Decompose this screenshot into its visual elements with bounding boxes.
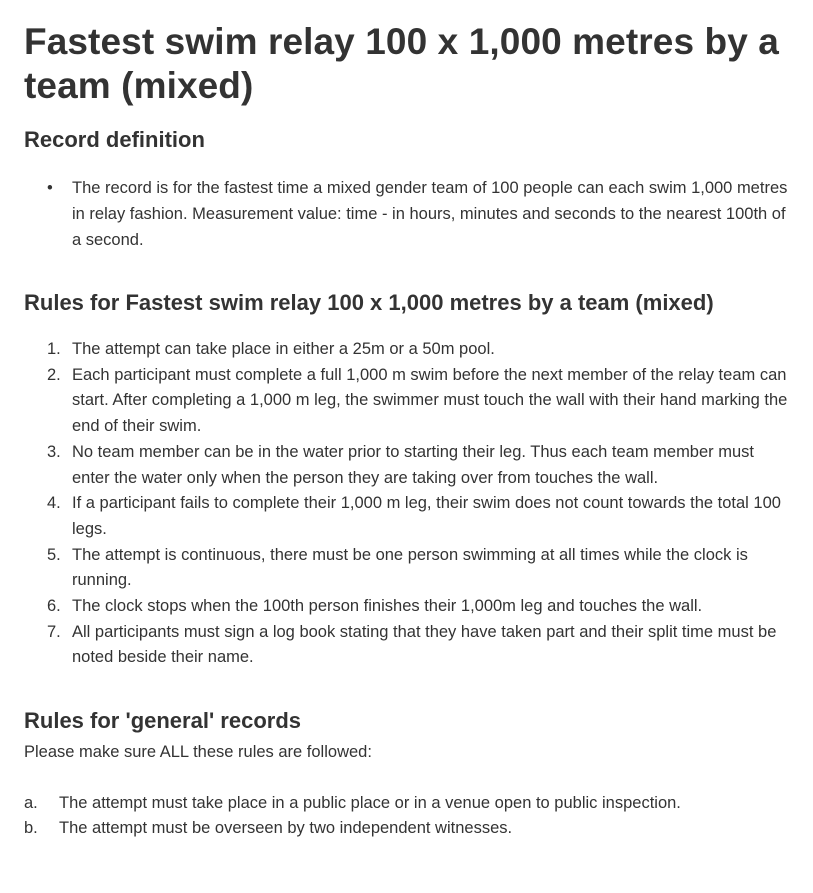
- definition-text: The record is for the fastest time a mixed gender team of 100 people can each swim 1,000 metres in relay fashion. Measurement value: time - in hours, minutes and seconds to the nearest 100th of a second.: [72, 179, 788, 249]
- rule-number: 6.: [47, 597, 61, 616]
- general-rules-heading: Rules for 'general' records: [24, 708, 301, 734]
- rule-number: 5.: [47, 545, 61, 564]
- rules-list: [24, 337, 789, 671]
- rule-text: The attempt can take place in either a 25m or a 50m pool.: [72, 340, 495, 358]
- rule-text: The clock stops when the 100th person finishes their 1,000m leg and touches the wall.: [72, 597, 703, 616]
- general-rule-text: The attempt must be overseen by two independent witnesses.: [59, 819, 513, 838]
- rule-item: [24, 363, 789, 440]
- rule-item: [24, 337, 789, 363]
- general-rule-letter: b.: [24, 819, 38, 838]
- general-rule-text: The attempt must take place in a public place or in a venue open to public inspection.: [59, 794, 681, 813]
- record-definition-list: [24, 175, 789, 253]
- general-rules-intro: Please make sure ALL these rules are followed:: [24, 743, 372, 762]
- general-rule-item: [24, 791, 789, 816]
- rule-number: 1.: [47, 340, 61, 358]
- rule-number: 7.: [47, 622, 61, 641]
- rule-item: [24, 594, 789, 620]
- rule-number: 2.: [47, 365, 61, 384]
- rule-item: [24, 491, 789, 542]
- rule-text: Each participant must complete a full 1,000 m swim before the next member of the relay team can start. After completing a 1,000 m leg, the swimmer must touch the wall with their hand marking the end of their swim.: [72, 365, 788, 436]
- rules-heading: Rules for Fastest swim relay 100 x 1,000 metres by a team (mixed): [24, 290, 714, 315]
- rule-text: If a participant fails to complete their 1,000 m leg, their swim does not count towards the total 100 legs.: [72, 494, 781, 538]
- general-rule-item: [24, 816, 789, 841]
- rule-text: All participants must sign a log book stating that they have taken part and their split time must be noted beside their name.: [72, 622, 777, 667]
- general-rules-list: [24, 791, 789, 841]
- general-rule-letter: a.: [24, 794, 38, 813]
- rule-item: [24, 620, 789, 671]
- rule-number: 3.: [47, 442, 61, 461]
- list-item: [24, 175, 789, 253]
- rule-number: 4.: [47, 494, 61, 513]
- rule-item: [24, 543, 789, 594]
- rule-text: No team member can be in the water prior to starting their leg. Thus each team member must enter the water only when the person they are taking over from touches the wall.: [72, 442, 754, 487]
- rule-text: The attempt is continuous, there must be one person swimming at all times while the clock is running.: [72, 545, 748, 590]
- record-definition-heading: Record definition: [24, 127, 205, 152]
- bullet-marker: •: [47, 179, 53, 197]
- rule-item: [24, 440, 789, 491]
- page-title: Fastest swim relay 100 x 1,000 metres by a team (mixed): [24, 21, 779, 106]
